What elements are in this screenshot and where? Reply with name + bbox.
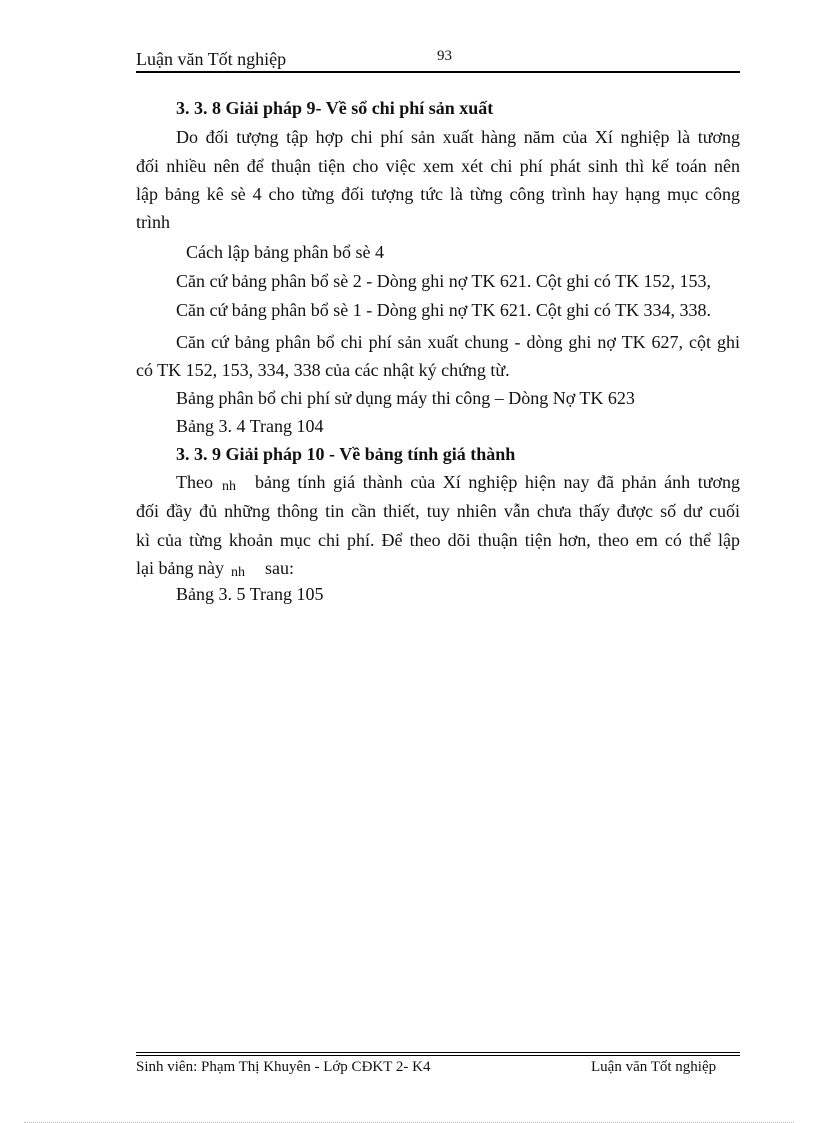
paragraph-2-line-4b: sau: (265, 558, 294, 578)
footer-student-info: Sinh viên: Phạm Thị Khuyên - Lớp CĐKT 2- K4 (136, 1059, 431, 1075)
basis-line-4: Bảng phân bổ chi phí sử dụng máy thi công – Dòng Nợ TK 623 (176, 388, 635, 408)
header-title: Luận văn Tốt nghiệp (136, 49, 287, 69)
paragraph-2-line-4a: lại bảng này (136, 558, 224, 578)
basis-line-2: Căn cứ bảng phân bổ sè 1 - Dòng ghi nợ TK 621. Cột ghi có TK 334, 338. (176, 300, 712, 320)
subscript-nh-2: nh (231, 565, 245, 580)
method-title: Cách lập bảng phân bổ sè 4 (186, 242, 384, 262)
footer-rule-bottom (136, 1055, 740, 1056)
table-reference-3-5: Bảng 3. 5 Trang 105 (176, 584, 324, 604)
paragraph-1-line-3: lập bảng kê sè 4 cho từng đối tượng tức là từng công trình hay hạng mục công (136, 184, 740, 204)
footer-rule-top (136, 1052, 740, 1053)
table-reference-3-4: Bảng 3. 4 Trang 104 (176, 416, 324, 436)
paragraph-2-line-1b: bảng tính giá thành của Xí nghiệp hiện nay đã phản ánh tương (255, 472, 740, 492)
paragraph-2-line-2: đối đầy đủ những thông tin cần thiết, tuy nhiên vẫn chưa thấy được số dư cuối (136, 501, 740, 521)
paragraph-2-line-1a: Theo (176, 472, 213, 492)
basis-line-3a: Căn cứ bảng phân bổ chi phí sản xuất chung - dòng ghi nợ TK 627, cột ghi (176, 332, 740, 352)
paragraph-1-line-1: Do đối tượng tập hợp chi phí sản xuất hàng năm của Xí nghiệp là tương (176, 127, 740, 147)
section-heading-3-3-8: 3. 3. 8 Giải pháp 9- Về sổ chi phí sản xuất (176, 98, 494, 118)
basis-line-1: Căn cứ bảng phân bổ sè 2 - Dòng ghi nợ TK 621. Cột ghi có TK 152, 153, (176, 271, 712, 291)
section-heading-3-3-9: 3. 3. 9 Giải pháp 10 - Về bảng tính giá thành (176, 444, 516, 464)
header-rule (136, 71, 740, 73)
paragraph-2-line-3: kì của từng khoản mục chi phí. Để theo dõi thuận tiện hơn, theo em có thể lập (136, 530, 740, 550)
paragraph-1-line-2: đối nhiều nên để thuận tiện cho việc xem xét chi phí phát sinh thì kế toán nên (136, 156, 740, 176)
subscript-nh-1: nh (222, 479, 236, 494)
paragraph-1-line-4: trình (136, 212, 170, 232)
basis-line-3b: có TK 152, 153, 334, 338 của các nhật ký chứng từ. (136, 360, 510, 380)
footer-title: Luận văn Tốt nghiệp (591, 1059, 717, 1075)
page-number: 93 (437, 48, 452, 64)
